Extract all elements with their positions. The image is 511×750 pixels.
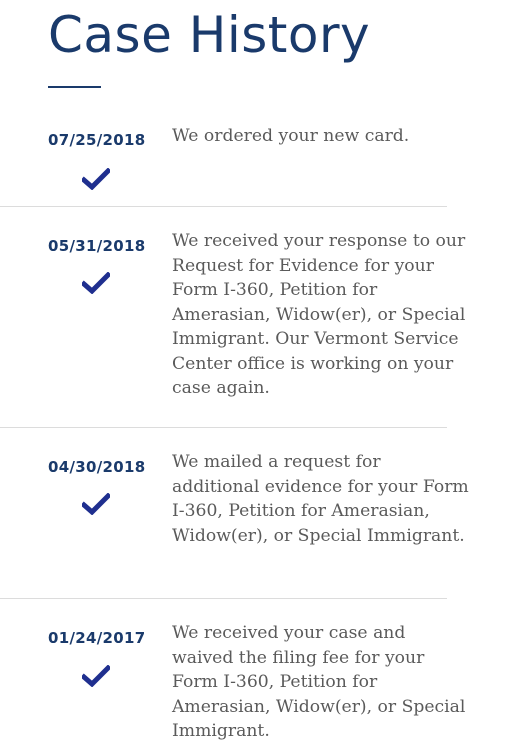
page-title: Case History xyxy=(48,6,371,64)
entry-date: 04/30/2018 xyxy=(48,458,146,476)
entry-description: We ordered your new card. xyxy=(172,126,410,146)
entry-description: We received your response to our Request for Evidence for your Form I-360, Petition for Amerasian, Widow(er), or Special Immigrant. Our Vermont Service Center office is working on your case again. xyxy=(172,231,466,398)
checkmark-icon xyxy=(82,272,110,294)
entry-divider xyxy=(0,598,447,599)
entry-divider xyxy=(0,206,447,207)
entry-description: We mailed a request for additional evidence for your Form I-360, Petition for Amerasian, Widow(er), or Special Immigrant. xyxy=(172,452,469,546)
entry-date: 01/24/2017 xyxy=(48,629,146,647)
entry-date: 05/31/2018 xyxy=(48,237,146,255)
entry-description: We received your case and waived the filing fee for your Form I-360, Petition for Amerasian, Widow(er), or Special Immigrant. xyxy=(172,623,466,741)
checkmark-icon xyxy=(82,665,110,687)
entry-date: 07/25/2018 xyxy=(48,131,146,149)
checkmark-icon xyxy=(82,493,110,515)
checkmark-icon xyxy=(82,168,110,190)
entry-divider xyxy=(0,427,447,428)
